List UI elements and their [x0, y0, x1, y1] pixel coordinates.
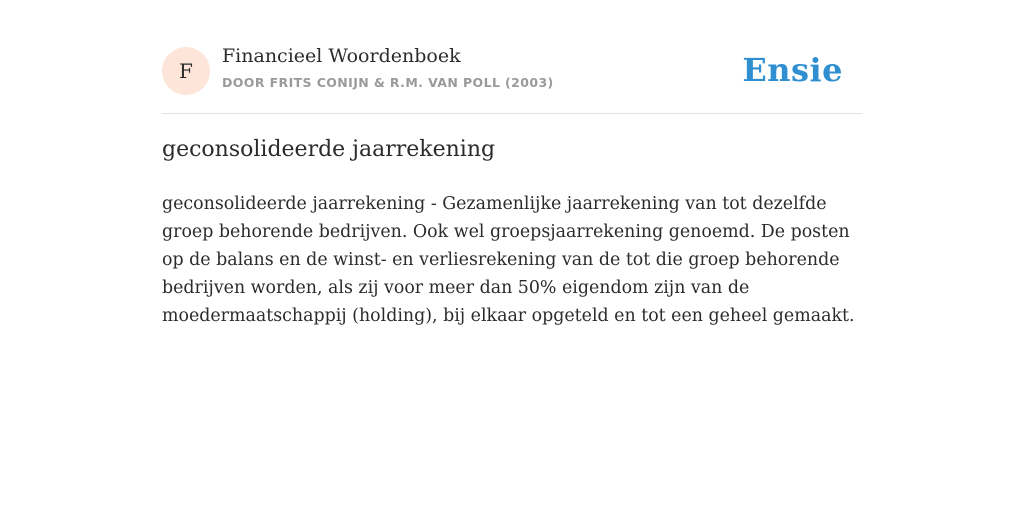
source-author: DOOR FRITS CONIJN & R.M. VAN POLL (2003): [222, 75, 554, 90]
entry-term: geconsolideerde jaarrekening: [162, 137, 496, 162]
entry-card: [162, 0, 862, 326]
ensie-logo[interactable]: Ensie: [742, 51, 843, 89]
source-header: [162, 0, 862, 114]
entry-definition: geconsolideerde jaarrekening - Gezamenlijke jaarrekening van tot dezelfde groep behorende bedrijven. Ook wel groepsjaarrekening genoemd. De posten op de balans en de winst- en verliesrekening van de tot die groep behorende bedrijven worden, als zij voor meer dan 50% eigendom zijn van de moedermaatschappij (holding), bij elkaar opgeteld en tot een geheel gemaakt.: [162, 194, 855, 326]
source-title[interactable]: Financieel Woordenboek: [222, 45, 461, 67]
source-avatar[interactable]: F: [162, 47, 210, 95]
